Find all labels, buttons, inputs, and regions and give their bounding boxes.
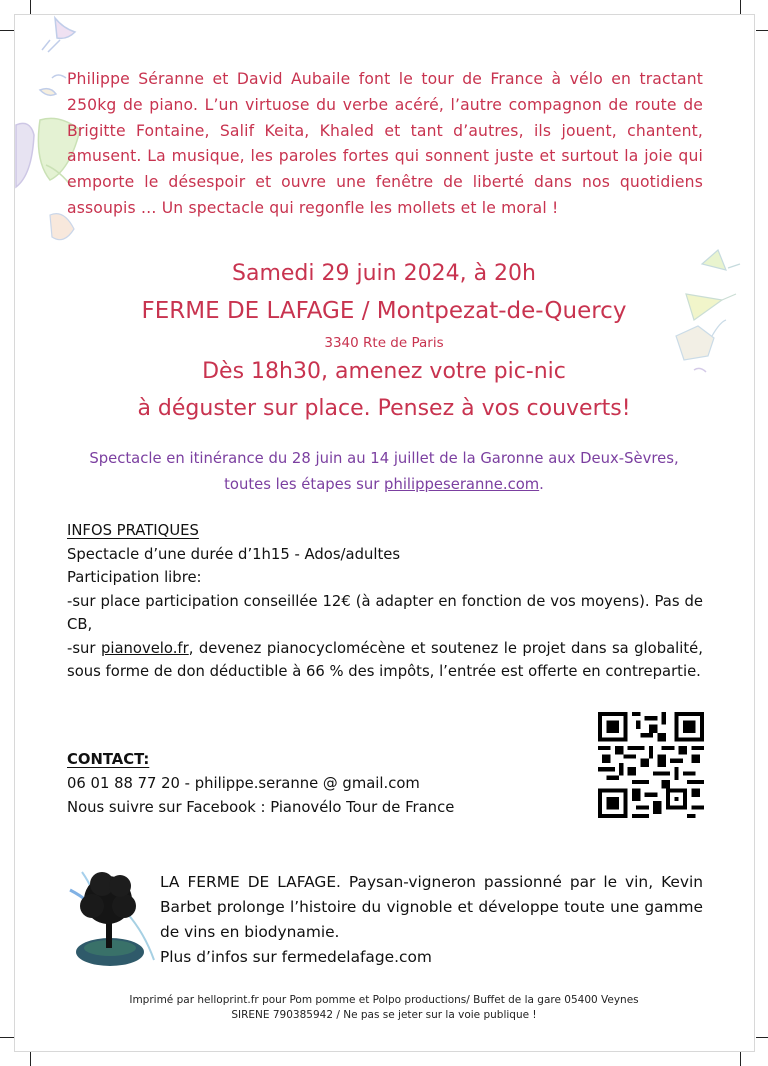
footer (60, 993, 708, 1023)
infos-online-prefix: -sur (67, 639, 101, 657)
footer-sirene-line: SIRENE 790385942 / Ne pas se jeter sur la voie publique ! (231, 1009, 537, 1021)
farm-section (160, 870, 703, 970)
contact-heading: CONTACT: (67, 751, 150, 768)
tour-info (70, 446, 698, 498)
event-picnic-line2: à déguster sur place. Pensez à vos couverts! (137, 396, 631, 421)
crop-mark (30, 1052, 31, 1066)
crop-mark (0, 1037, 14, 1038)
farm-description: LA FERME DE LAFAGE. Paysan-vigneron passionné par le vin, Kevin Barbet prolonge l’histoire du vignoble et développe toute une gamme de vins en biodynamie. (160, 873, 703, 941)
tour-website-link[interactable]: philippeseranne.com (384, 476, 540, 493)
infos-onsite: -sur place participation conseillée 12€ (à adapter en fonction de vos moyens). Pas de CB, (67, 592, 703, 633)
pianovelo-link[interactable]: pianovelo.fr (100, 639, 189, 657)
crop-mark (756, 30, 768, 31)
crop-mark (756, 1037, 768, 1038)
farm-more-info: Plus d’infos sur fermedelafage.com (160, 948, 432, 966)
infos-participation: Participation libre: (67, 569, 202, 586)
infos-online (67, 637, 703, 684)
intro-paragraph: Philippe Séranne et David Aubaile font le tour de France à vélo en tractant 250kg de piano. L’un virtuose du verbe acéré, l’autre compagnon de route de Brigitte Fontaine, Salif Keita, Khaled et tant d’autres, ils jouent, chantent, amusent. La musique, les paroles fortes qui sonnent juste et surtout la joie qui emporte le désespoir et ouvre une fenêtre de liberté dans nos quotidiens assoupis … Un spectacle qui regonfle les mollets et le moral ! (67, 70, 703, 217)
infos-section (67, 519, 703, 684)
infos-heading: INFOS PRATIQUES (67, 522, 199, 539)
tree-illustration-icon (62, 862, 158, 972)
qr-code-icon[interactable] (598, 712, 704, 818)
contact-phone-email: 06 01 88 77 20 - philippe.seranne @ gmail.com (67, 775, 420, 792)
crop-mark (740, 1052, 741, 1066)
contact-section (67, 748, 587, 820)
crop-mark (740, 0, 741, 14)
infos-duration: Spectacle d’une durée d’1h15 - Ados/adultes (67, 545, 401, 563)
footer-printer-line: Imprimé par helloprint.fr pour Pom pomme et Polpo productions/ Buffet de la gare 05400 Veynes (129, 994, 639, 1006)
event-place: FERME DE LAFAGE / Montpezat-de-Quercy (141, 298, 627, 324)
infos-online-rest: , devenez pianocyclomécène et soutenez le projet dans sa globalité, sous forme de don déductible à 66 % des impôts, l’entrée est offerte en contrepartie. (67, 639, 703, 680)
tour-text: Spectacle en itinérance du 28 juin au 14 juillet de la Garonne aux Deux-Sèvres, toutes les étapes sur (89, 450, 679, 493)
tour-text-end: . (539, 476, 544, 493)
contact-facebook: Nous suivre sur Facebook : Pianovélo Tour de France (67, 799, 455, 816)
event-date: Samedi 29 juin 2024, à 20h (232, 261, 536, 286)
event-address: 3340 Rte de Paris (324, 335, 444, 351)
event-picnic-line1: Dès 18h30, amenez votre pic-nic (202, 359, 566, 384)
